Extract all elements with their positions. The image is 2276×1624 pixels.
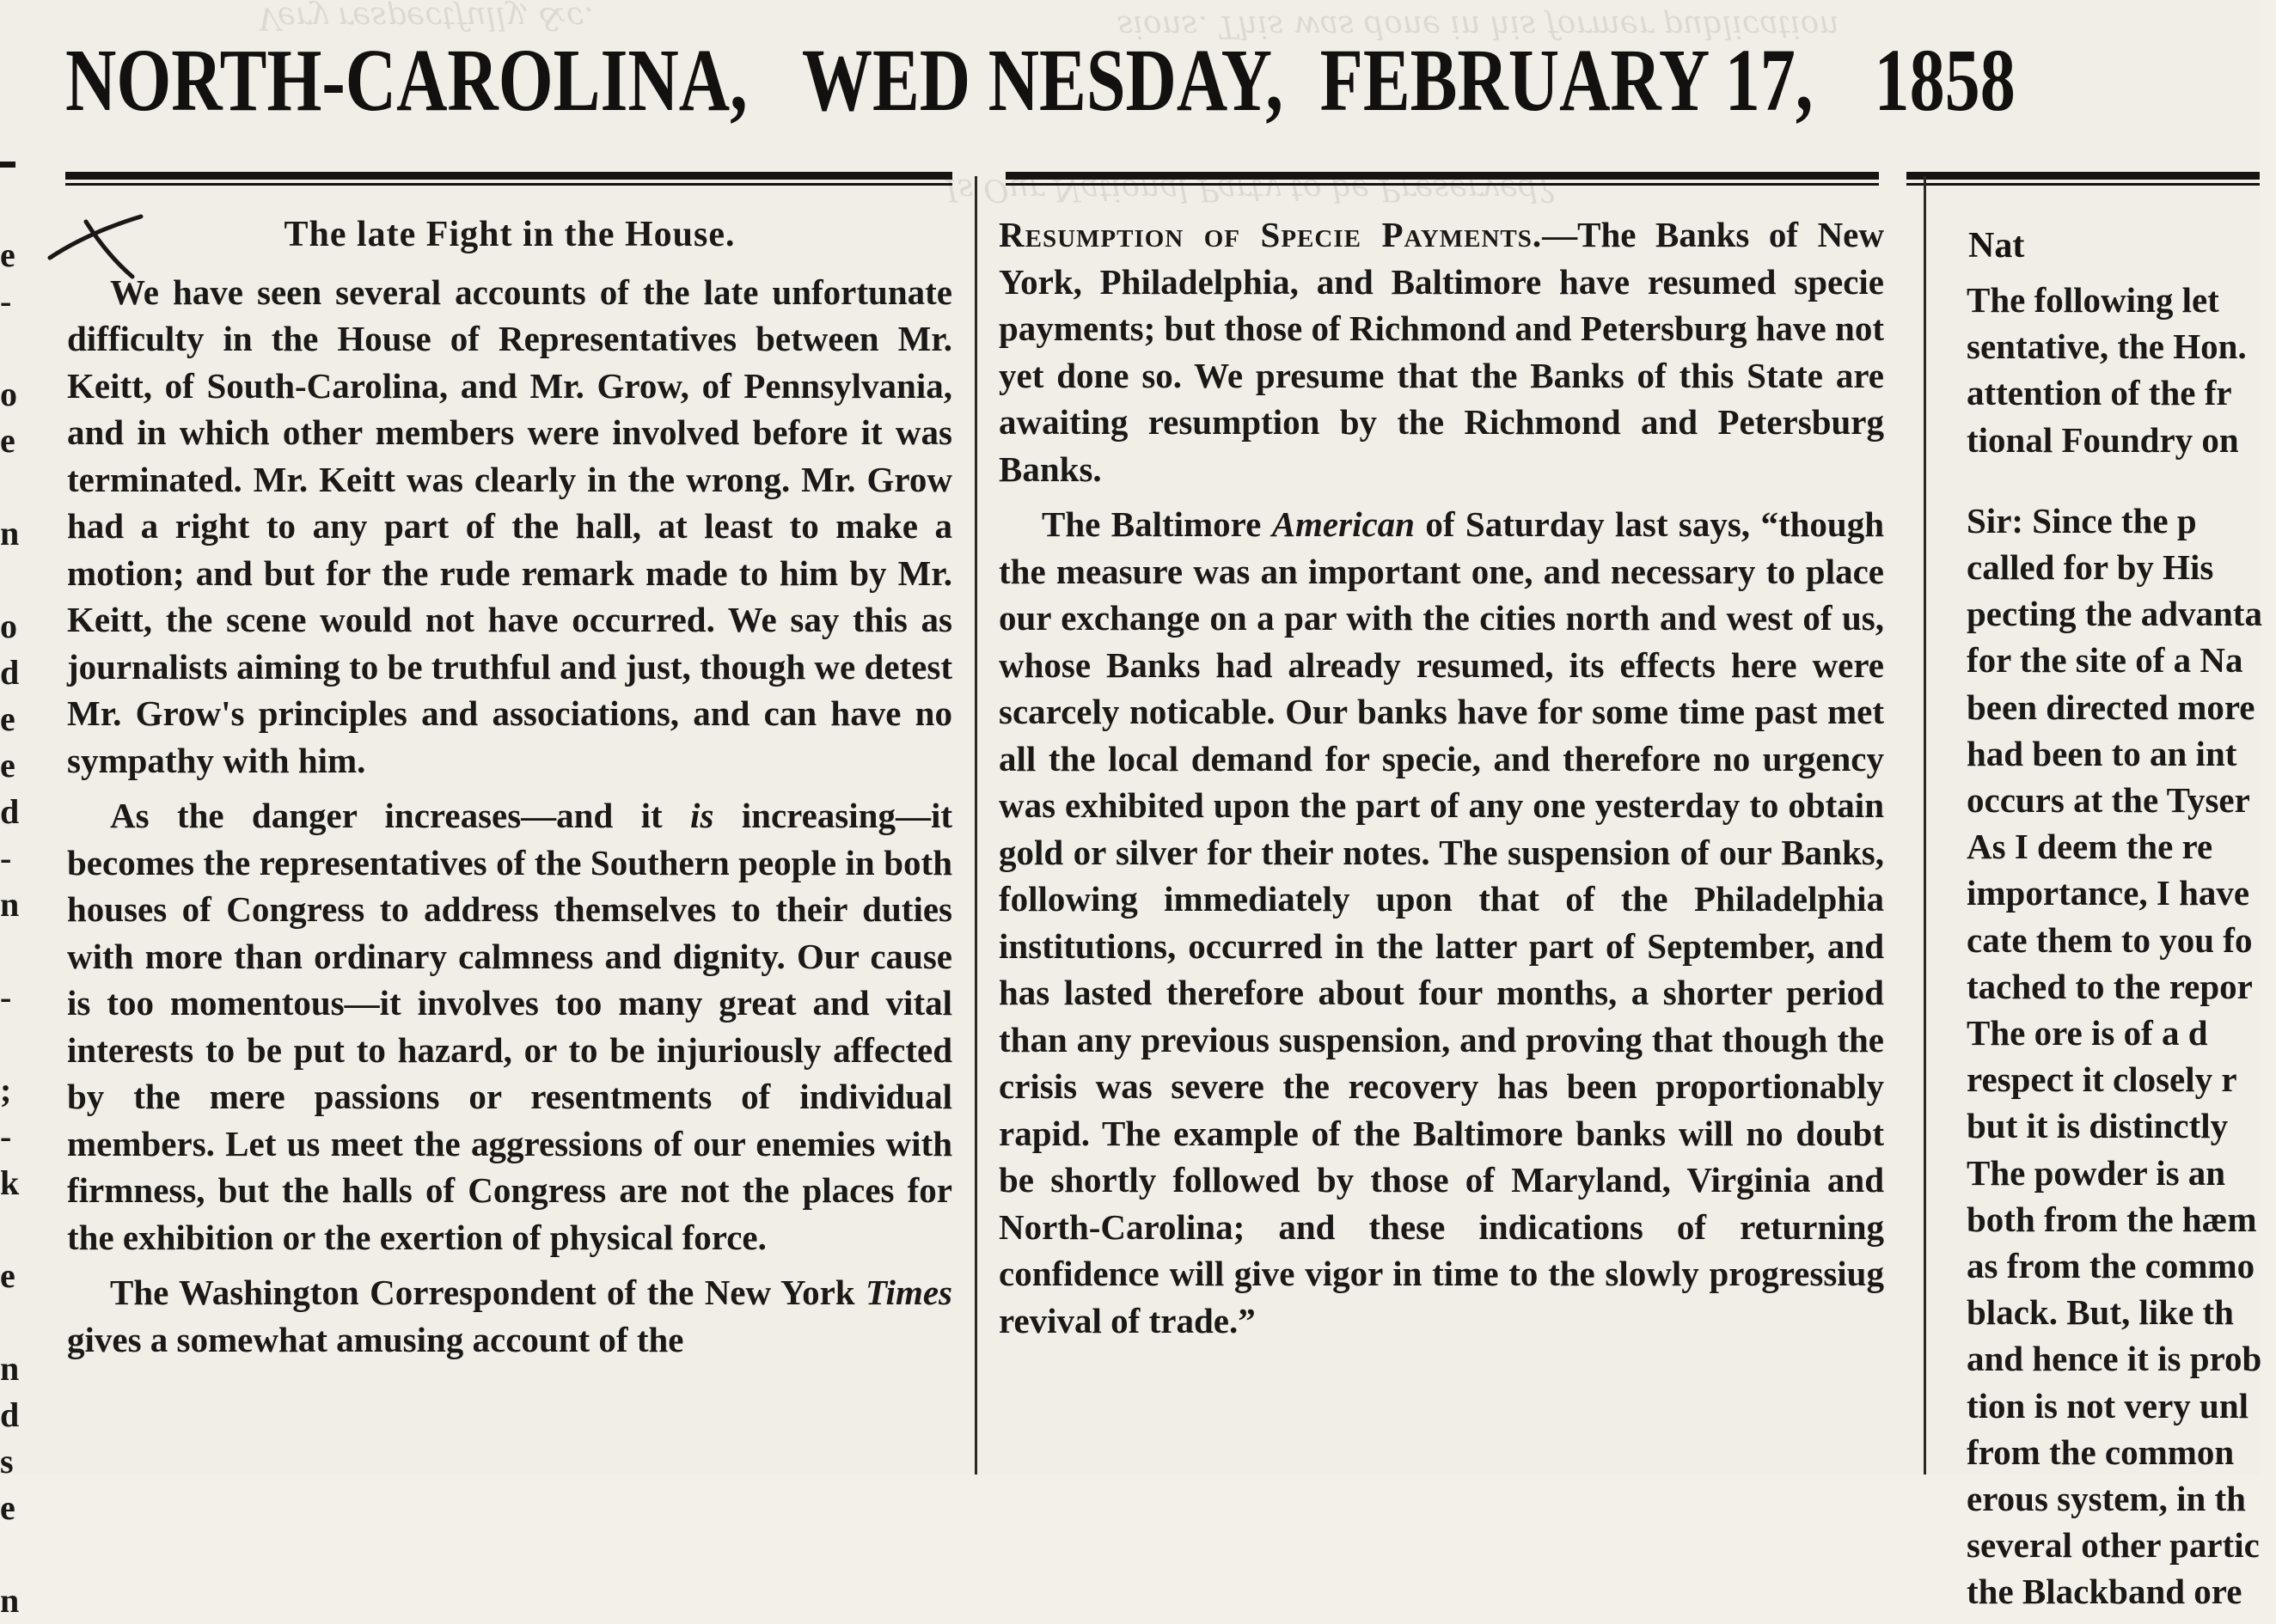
article-national-foundry [1967, 277, 2276, 1615]
article-paragraph: The Washington Correspondent of the New York Times gives a somewhat amusing account of the [67, 1273, 952, 1359]
column-separator-2 [1924, 176, 1926, 1474]
article-paragraph: As the danger increases—and it is increasing—it becomes the representatives of the Southern people in both houses of Congress to address themselves to their duties with more than ordinary calmness and dignity. Our cause is too momentous—it involves too many great and vital interests to be put to hazard, or to be injuriously affected by the mere passions or resentments of individual members. Let us meet the aggressions of our enemies with firmness, but the halls of Congress are not the places for the exhibition or the exertion of physical force. [67, 796, 953, 1257]
article-line: The powder is an [1967, 1152, 2226, 1193]
article-line: and hence it is prob [1967, 1339, 2262, 1379]
article-specie-payments [999, 211, 1884, 1352]
bleed-through-text: Very respectfully, &c. [258, 0, 594, 35]
article-line: several other partic [1967, 1525, 2260, 1566]
article-paragraph: Resumption of Specie Payments.—The Banks of New York, Philadelphia, and Baltimore have resumed specie payments; but those of Richmond and Petersburg have not yet done so. We presume that the Banks of this State are awaiting resumption by the Richmond and Petersburg Banks. [999, 215, 1884, 489]
article-line: called for by His [1967, 547, 2214, 588]
masthead-rule-col2 [1006, 172, 1879, 180]
article-line: Sir: Since the p [1967, 500, 2197, 540]
masthead-rule-col3-thin [1906, 183, 2260, 186]
article-line: respect it closely r [1967, 1059, 2237, 1100]
masthead-rule-col2-thin [1006, 183, 1879, 186]
article-line: tached to the repor [1967, 966, 2253, 1006]
article-line: tional Foundry on [1967, 419, 2239, 460]
article-paragraph: The Baltimore American of Saturday last says, “though the measure was an important one, and necessary to place our exchange on a par with the cities north and west of us, whose Banks had already resumed, its effects here were scarcely noticable. Our banks have for some time past met all the local demand for specie, and therefore no urgency was exhibited upon the part of any one yesterday to obtain gold or silver for their notes. The suspension of our Banks, following immediately upon that of the Philadelphia institutions, occurred in the latter part of September, and has lasted therefore about four months, a shorter period than any previous suspension, and proving that though the crisis was severe the recovery has been proportionably rapid. The example of the Baltimore banks will no doubt be shortly followed by those of Maryland, Virginia and North-Carolina; and these indications of returning confidence will give vigor in time to the slowly progressiug revival of trade.” [999, 504, 1884, 1340]
left-edge-column-fragment: e - o e n o d e e d - n - ; - k e n d s e n [0, 235, 20, 1620]
article-line: the Blackband ore [1967, 1572, 2242, 1612]
article-line: As I deem the re [1967, 827, 2213, 867]
masthead-rule-left [0, 162, 15, 168]
article-line: but it is distinctly [1967, 1106, 2229, 1146]
article-line: cate them to you fo [1967, 919, 2253, 960]
masthead-date: FEBRUARY 17, [1319, 31, 1814, 130]
article-line: The following let [1967, 280, 2219, 320]
article-late-fight [67, 211, 952, 1371]
article-paragraph: We have seen several accounts of the late unfortunate difficulty in the House of Representatives between Mr. Keitt, of South-Carolina, and Mr. Grow, of Pennsylvania, and in which other members were involved before it was terminated. Mr. Keitt was clearly in the wrong. Mr. Grow had a right to any part of the hall, at least to make a motion; and but for the rude remark made to him by Mr. Keitt, the scene would not have occurred. We say this as journalists aiming to be truthful and just, though we detest Mr. Grow's principles and associations, and can have no sympathy with him. [67, 272, 952, 780]
article-line: both from the hæm [1967, 1199, 2257, 1239]
article-line: erous system, in th [1967, 1479, 2246, 1519]
article-headline: The late Fight in the House. [284, 215, 736, 254]
bleed-through-text: sions. This was done in his former publication [1117, 9, 1839, 44]
article-line: as from the commo [1967, 1246, 2255, 1286]
article-headline-cropped: Nat [1968, 226, 2025, 266]
article-line: attention of the fr [1967, 373, 2232, 413]
masthead-state: NORTH-CAROLINA, [65, 31, 748, 130]
article-line: black. But, like th [1967, 1292, 2234, 1333]
masthead-day-part2: NESDAY, [988, 31, 1283, 130]
article-line: occurs at the Tyser [1967, 780, 2250, 821]
article-line: importance, I have [1967, 873, 2250, 913]
article-lead-heading: Resumption of Specie Payments. [999, 215, 1543, 254]
article-line: been directed more [1967, 687, 2255, 727]
article-line: had been to an int [1967, 733, 2237, 773]
bleed-through-text: Is Our National Party to be Preserved? [945, 172, 1555, 207]
article-line: for the site of a Na [1967, 640, 2243, 681]
masthead-rule-col1 [65, 172, 952, 180]
article-line: The ore is of a d [1967, 1013, 2208, 1053]
masthead-rule-col3 [1906, 172, 2260, 180]
article-line: tion is not very unl [1967, 1385, 2249, 1426]
masthead-year: 1858 [1874, 31, 2016, 130]
article-line: pecting the advanta [1967, 594, 2262, 634]
masthead-rule-col1-thin [65, 183, 952, 186]
article-line: from the common [1967, 1432, 2235, 1472]
column-separator-1 [975, 176, 977, 1474]
masthead [65, 21, 2016, 141]
masthead-day-part1: WED [801, 31, 971, 130]
article-line: sentative, the Hon. [1967, 327, 2247, 367]
